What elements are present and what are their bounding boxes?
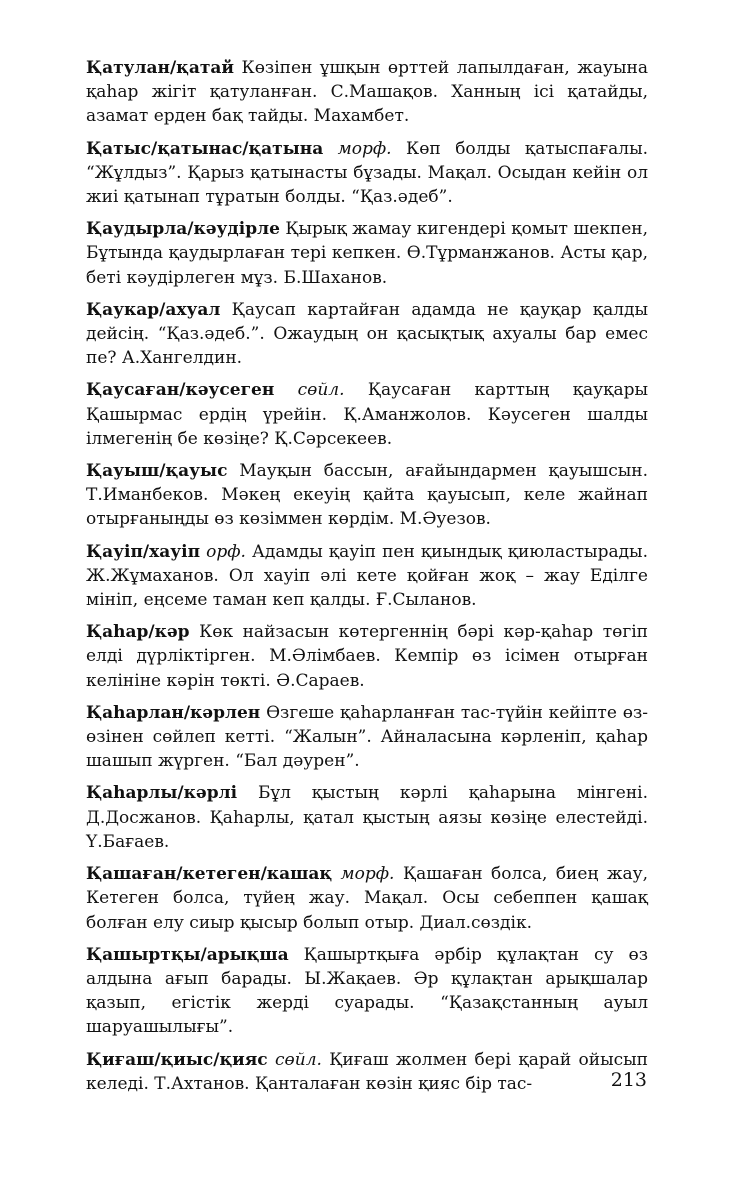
dictionary-entry bbox=[86, 701, 648, 774]
entry-text: Адамды қауіп пен қиындық қиюластырады. Ж.Жұмаханов. Ол хауіп әлі кете қойған жоқ – жау Еділге мініп, еңсеме таман кеп қалды. Ғ.Сыланов. bbox=[86, 541, 648, 611]
dictionary-entry bbox=[86, 137, 648, 210]
entry-headword: Қаудырла/кәудірле bbox=[86, 219, 280, 240]
entry-headword: Қатулан/қатай bbox=[86, 58, 235, 78]
entry-headword: Қиғаш/қиыс/қияс bbox=[86, 1049, 268, 1070]
entry-usage-label: морф. bbox=[337, 138, 392, 159]
entry-text: Қаусап картайған адамда не қауқар қалды дейсің. “Қаз.әдеб.”. Ожаудың он қасықтық ахуалы бар емес пе? А.Хангелдин. bbox=[86, 299, 649, 369]
entry-usage-label: сөйл. bbox=[297, 380, 345, 401]
dictionary-entry bbox=[86, 217, 648, 290]
dictionary-entry bbox=[86, 540, 648, 613]
entry-usage-label: сөйл. bbox=[274, 1049, 322, 1070]
entry-headword: Қашыртқы/арықша bbox=[86, 944, 289, 965]
dictionary-entry bbox=[86, 862, 648, 935]
dictionary-entry bbox=[86, 56, 648, 129]
entry-text: Қаусаған карттың қауқары Қашырмас ердің үрейін. Қ.Аманжолов. Кәусеген шалды ілмегенің бе көзіңе? Қ.Сәрсекеев. bbox=[86, 380, 648, 449]
entry-text: Бұл қыстың кәрлі қаһарына мінгені. Д.Досжанов. Қаһарлы, қатал қыстың аязы көзіңе елестейді. Ү.Бағаев. bbox=[86, 783, 649, 852]
entry-text: Өзгеше қаһарланған тас-түйін кейіпте өз-өзінен сөйлеп кетті. “Жалын”. Айналасына кәрленіп, қаһар шашып жүрген. “Бал дәурен”. bbox=[86, 702, 648, 772]
entry-text: Көк найзасын көтергеннің бәрі кәр-қаһар төгіп елді дүрліктірген. М.Әлімбаев. Кемпір өз ісімен отырған келініне кәрін төкті. Ә.Сараев. bbox=[86, 622, 649, 691]
entry-headword: Қауіп/хауіп bbox=[86, 541, 201, 562]
dictionary-entry bbox=[86, 298, 648, 371]
entry-usage-label: морф. bbox=[340, 864, 395, 885]
dictionary-entry bbox=[86, 943, 648, 1040]
entry-usage-label: орф. bbox=[206, 541, 246, 562]
entry-headword: Қаһар/кәр bbox=[86, 622, 190, 643]
entry-text: Көп болды қатыспағалы. “Жұлдыз”. Қарыз қатынасты бұзады. Мақал. Осыдан кейін ол жиі қатынап тұратын болды. “Қаз.әдеб”. bbox=[86, 138, 649, 208]
entry-text: Мауқын бассын, ағайындармен қауышсын. Т.Иманбеков. Мәкең екеуің қайта қауысып, келе жайнап отырғаныңды өз көзіммен көрдім. М.Әуезов. bbox=[86, 461, 648, 530]
dictionary-entry bbox=[86, 781, 648, 854]
entry-headword: Қаһарлан/кәрлен bbox=[86, 702, 261, 723]
entry-text: Қашаған болса, биең жау, Кетеген болса, түйең жау. Мақал. Осы себеппен қашақ болған елу сиыр қысыр болып отыр. Диал.сөздік. bbox=[86, 864, 649, 933]
entry-headword: Қашаған/кетеген/кашақ bbox=[86, 864, 333, 885]
entry-text: Қырық жамау кигендері қомыт шекпен, Бұтында қаудырлаған тері кепкен. Ө.Тұрманжанов. Асты қар, беті кәудірлеген мұз. Б.Шаханов. bbox=[86, 219, 649, 288]
entry-text: Қиғаш жолмен бері қарай ойысып келеді. Т.Ахтанов. Қанталаған көзін қияс бір тас- bbox=[86, 1049, 649, 1094]
entry-headword: Қауыш/қауыс bbox=[86, 461, 228, 482]
dictionary-entry bbox=[86, 378, 648, 451]
entries-column bbox=[86, 56, 648, 1104]
dictionary-entry bbox=[86, 1048, 648, 1096]
dictionary-entry bbox=[86, 459, 648, 532]
entry-text: Көзіпен ұшқын өрттей лапылдаған, жауына қаһар жігіт қатуланған. С.Машақов. Ханның ісі қатайды, азамат ерден бақ тайды. Махамбет. bbox=[86, 58, 648, 127]
entry-headword: Қаһарлы/кәрлі bbox=[86, 783, 238, 804]
entry-headword: Қатыс/қатынас/қатына bbox=[86, 138, 324, 159]
entry-headword: Қаусаған/кәусеген bbox=[86, 380, 275, 401]
entry-headword: Қаукар/ахуал bbox=[86, 299, 221, 320]
page-number: 213 bbox=[610, 1069, 647, 1091]
dictionary-entry bbox=[86, 620, 648, 693]
entry-text: Қашыртқыға әрбір құлақтан су өз алдына ағып барады. Ы.Жақаев. Әр құлақтан арықшалар қазып, егістік жерді суарады. “Қазақстанның ауыл шаруашылығы”. bbox=[86, 944, 648, 1038]
